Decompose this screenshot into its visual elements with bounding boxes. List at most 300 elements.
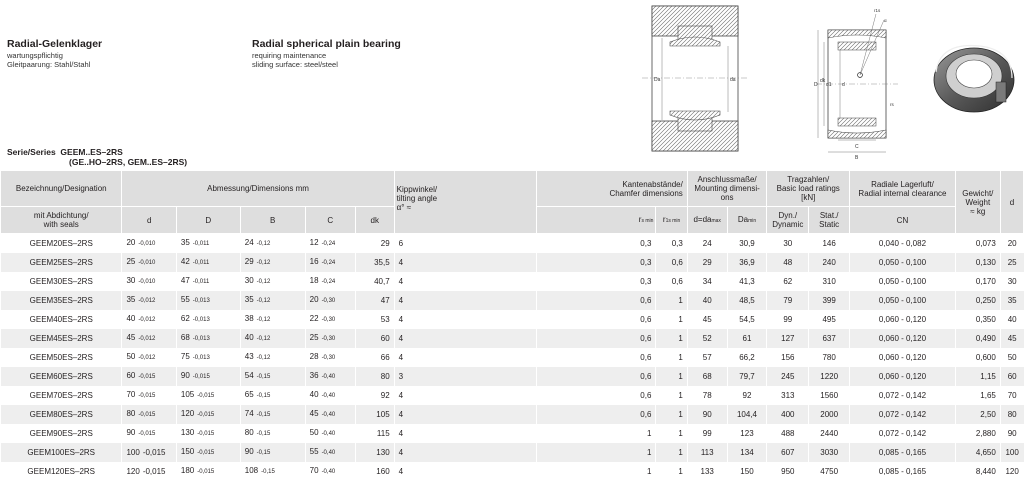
- cell-d-right: 100: [1005, 448, 1018, 457]
- cell-d: [122, 424, 176, 443]
- cell-designation: [1, 348, 122, 367]
- cell-B-value: 24: [245, 238, 254, 247]
- cell-dyn: 79: [783, 296, 792, 305]
- header-col-dada-sub: max: [711, 218, 720, 224]
- cell-designation: GEEM90ES–2RS: [30, 429, 93, 438]
- cell-r1s: 1: [678, 391, 682, 400]
- cell-dyn: [767, 443, 809, 462]
- cell-dk: [355, 367, 394, 386]
- drawing-label-r1s: r1s: [874, 8, 881, 13]
- cell-D-value: 90: [181, 371, 190, 380]
- cell-d-right: [1000, 310, 1023, 329]
- cell-B: [240, 348, 305, 367]
- cell-r1s: [656, 348, 687, 367]
- header-static: [809, 207, 850, 234]
- header-chamfer: [537, 171, 688, 207]
- cell-rs: [537, 291, 656, 310]
- cell-r1s: [656, 405, 687, 424]
- cell-tilt: 6: [399, 239, 403, 248]
- header-clearance: [850, 171, 956, 207]
- header-tilting-angle: [394, 171, 536, 234]
- cell-r1s: [656, 386, 687, 405]
- series-heading: [7, 147, 187, 167]
- header-de-line2: Gleitpaarung: Stahl/Stahl: [7, 60, 102, 69]
- cell-d-right: 45: [1008, 334, 1017, 343]
- cell-weight: 8,440: [976, 467, 996, 476]
- cell-stat: [809, 462, 850, 481]
- cell-weight: [955, 405, 1000, 424]
- cell-weight: 0,170: [976, 277, 996, 286]
- cell-stat: 495: [822, 315, 835, 324]
- cell-dyn: 99: [783, 315, 792, 324]
- cell-da: [687, 310, 727, 329]
- cell-weight: 2,880: [976, 429, 996, 438]
- cell-D-tol: -0,015: [197, 412, 214, 418]
- cell-rs: 1: [647, 448, 651, 457]
- cell-Da: [727, 462, 767, 481]
- header-col-Da: [727, 207, 767, 234]
- cell-dyn: 607: [781, 448, 794, 457]
- cell-d-right: [1000, 329, 1023, 348]
- cell-d-value: 60: [126, 371, 135, 380]
- cell-r1s: 0,6: [672, 277, 683, 286]
- cell-C-value: 12: [310, 238, 319, 247]
- cell-r1s: 1: [678, 429, 682, 438]
- cell-d-right: [1000, 367, 1023, 386]
- cell-B: [240, 443, 305, 462]
- cell-Da: 48,5: [739, 296, 755, 305]
- cell-C-value: 18: [310, 276, 319, 285]
- cell-designation: [1, 424, 122, 443]
- header-col-dada: [687, 207, 727, 234]
- cell-weight: [955, 234, 1000, 254]
- drawing-label-D: D: [814, 82, 818, 88]
- cell-B-value: 54: [245, 371, 254, 380]
- cell-da: [687, 348, 727, 367]
- cell-B: [240, 424, 305, 443]
- header-dyn-2: Dynamic: [769, 220, 806, 229]
- cell-B: [240, 272, 305, 291]
- cell-r1s: 1: [678, 315, 682, 324]
- cell-C-tol: -0,30: [322, 317, 336, 323]
- cell-cn: 0,072 - 0,142: [879, 429, 926, 438]
- cell-weight: [955, 272, 1000, 291]
- cell-d-value: 40: [126, 314, 135, 323]
- cell-B-value: 29: [245, 257, 254, 266]
- cell-stat: [809, 405, 850, 424]
- cell-d-right: [1000, 386, 1023, 405]
- cell-tilt: [394, 253, 536, 272]
- cell-C-value: 50: [310, 428, 319, 437]
- header-mounting: [687, 171, 767, 207]
- cell-designation: [1, 291, 122, 310]
- cell-d-right: 80: [1008, 410, 1017, 419]
- cell-cn: [850, 272, 956, 291]
- cell-B-tol: -0,15: [257, 431, 271, 437]
- cell-stat: [809, 272, 850, 291]
- cell-C-value: 36: [310, 371, 319, 380]
- cell-r1s: 1: [678, 372, 682, 381]
- header-col-rs-main: r: [639, 215, 642, 224]
- cell-tilt: 4: [399, 391, 403, 400]
- cell-cn: [850, 462, 956, 481]
- cell-cn: 0,040 - 0,082: [879, 239, 926, 248]
- cell-dyn: [767, 424, 809, 443]
- cell-rs: [537, 310, 656, 329]
- cell-tilt: [394, 443, 536, 462]
- cell-designation: GEEM80ES–2RS: [30, 410, 93, 419]
- cell-C-value: 40: [310, 390, 319, 399]
- table-row: [1, 405, 1024, 424]
- cell-d-tol: -0,012: [138, 355, 155, 361]
- cell-tilt: 4: [399, 467, 403, 476]
- cell-dk: 35,5: [374, 258, 390, 267]
- header-designation: Bezeichnung/Designation: [1, 171, 122, 207]
- cell-designation: GEEM30ES–2RS: [30, 277, 93, 286]
- cell-d-right: [1000, 424, 1023, 443]
- cell-dyn: [767, 310, 809, 329]
- cell-D: [176, 462, 240, 481]
- header-d-right: d: [1000, 171, 1023, 234]
- cell-rs: 0,6: [640, 353, 651, 362]
- cell-Da: [727, 443, 767, 462]
- cell-dyn: [767, 386, 809, 405]
- cell-C: [305, 405, 355, 424]
- cell-tilt: 4: [399, 429, 403, 438]
- cell-D: [176, 367, 240, 386]
- header-en: [252, 38, 401, 69]
- cell-stat: [809, 253, 850, 272]
- cell-tilt: [394, 234, 536, 254]
- cell-tilt: [394, 291, 536, 310]
- cell-dyn: 127: [781, 334, 794, 343]
- cell-rs: [537, 367, 656, 386]
- header-mounting-2: Mounting dimensi-: [690, 184, 765, 193]
- cell-C-value: 55: [310, 447, 319, 456]
- cell-cn: [850, 367, 956, 386]
- cell-Da: [727, 405, 767, 424]
- cell-rs: 0,3: [640, 239, 651, 248]
- cell-weight: [955, 424, 1000, 443]
- table-row: [1, 424, 1024, 443]
- cell-C: [305, 253, 355, 272]
- cell-D-tol: -0,015: [197, 469, 214, 475]
- cell-dk: [355, 424, 394, 443]
- cell-designation: [1, 386, 122, 405]
- cell-r1s: [656, 424, 687, 443]
- cell-cn: [850, 253, 956, 272]
- cell-d-right: 20: [1008, 239, 1017, 248]
- cell-B-value: 43: [245, 352, 254, 361]
- cell-C-value: 16: [310, 257, 319, 266]
- cell-C-tol: -0,40: [322, 374, 336, 380]
- series-name: GEEM..ES–2RS: [60, 147, 122, 157]
- cell-rs: [537, 386, 656, 405]
- drawing-label-B: B: [855, 155, 859, 160]
- cell-d: [122, 329, 176, 348]
- cell-D: [176, 405, 240, 424]
- cell-d: [122, 443, 176, 462]
- cell-rs: 1: [647, 467, 651, 476]
- header-dynamic: [767, 207, 809, 234]
- cell-rs: 0,3: [640, 277, 651, 286]
- cell-C-value: 25: [310, 333, 319, 342]
- cell-B: [240, 253, 305, 272]
- cell-stat: [809, 291, 850, 310]
- cell-cn: [850, 348, 956, 367]
- cell-tilt: [394, 329, 536, 348]
- cell-r1s: [656, 253, 687, 272]
- cell-designation: GEEM100ES–2RS: [27, 448, 95, 457]
- cell-da: 133: [701, 467, 714, 476]
- cell-tilt: [394, 310, 536, 329]
- cell-dk: 130: [376, 448, 389, 457]
- cell-rs: [537, 329, 656, 348]
- header-en-title: Radial spherical plain bearing: [252, 38, 401, 51]
- cell-B-tol: -0,12: [257, 336, 271, 342]
- cell-weight: [955, 462, 1000, 481]
- cell-da: [687, 424, 727, 443]
- cell-rs: [537, 424, 656, 443]
- drawing-label-alpha: α: [884, 18, 887, 23]
- table-row: [1, 272, 1024, 291]
- cell-stat: 2440: [820, 429, 838, 438]
- cell-cn: [850, 291, 956, 310]
- cell-cn: 0,050 - 0,100: [879, 296, 926, 305]
- cell-designation: [1, 329, 122, 348]
- cell-dyn: [767, 291, 809, 310]
- cell-B-tol: -0,12: [257, 317, 271, 323]
- cell-D: [176, 253, 240, 272]
- table-row: [1, 253, 1024, 272]
- technical-drawings: [640, 2, 1024, 160]
- cell-r1s: 1: [678, 467, 682, 476]
- header-weight: [955, 171, 1000, 234]
- cell-D-value: 75: [181, 352, 190, 361]
- cell-B: [240, 310, 305, 329]
- cell-da: [687, 253, 727, 272]
- cell-dk: 40,7: [374, 277, 390, 286]
- cell-rs: [537, 272, 656, 291]
- cell-tilt: 4: [399, 448, 403, 457]
- housing-section-drawing: [642, 6, 748, 151]
- header-weight-3: ≈ kg: [958, 207, 998, 216]
- cell-designation: GEEM120ES–2RS: [27, 467, 95, 476]
- header-col-Da-main: Da: [738, 215, 748, 224]
- header-weight-2: Weight: [958, 198, 998, 207]
- cell-stat: 4750: [820, 467, 838, 476]
- cell-dk: [355, 234, 394, 254]
- cell-da: 99: [703, 429, 712, 438]
- series-label: Serie/Series: [7, 147, 56, 157]
- cell-tilt: 4: [399, 410, 403, 419]
- cell-d-value: 100: [126, 448, 139, 457]
- drawing-label-Da: Da: [654, 77, 661, 83]
- cell-stat: 637: [822, 334, 835, 343]
- cell-B-value: 38: [245, 314, 254, 323]
- cell-designation: [1, 443, 122, 462]
- cell-d-tol: -0,010: [138, 260, 155, 266]
- cell-da: 57: [703, 353, 712, 362]
- cell-Da: 104,4: [737, 410, 757, 419]
- cell-r1s: [656, 234, 687, 254]
- cell-C-value: 22: [310, 314, 319, 323]
- header-de: [7, 38, 102, 69]
- cell-da: [687, 386, 727, 405]
- cell-Da: 54,5: [739, 315, 755, 324]
- cell-dk: 29: [381, 239, 390, 248]
- cell-d-right: [1000, 253, 1023, 272]
- cell-r1s: [656, 310, 687, 329]
- header-load-1: Tragzahlen/: [769, 175, 847, 184]
- cell-D-tol: -0,013: [193, 355, 210, 361]
- cell-B-value: 40: [245, 333, 254, 342]
- cell-d-tol: -0,012: [138, 317, 155, 323]
- cell-rs: 0,3: [640, 258, 651, 267]
- cell-cn: [850, 234, 956, 254]
- cell-tilt: 4: [399, 315, 403, 324]
- header-col-rs: [537, 207, 656, 234]
- cell-stat: [809, 348, 850, 367]
- cell-D-value: 62: [181, 314, 190, 323]
- cell-dyn: [767, 234, 809, 254]
- cell-rs: [537, 348, 656, 367]
- cell-weight: [955, 386, 1000, 405]
- cell-D: [176, 272, 240, 291]
- cell-dk: 115: [377, 429, 390, 438]
- cell-cn: 0,072 - 0,142: [879, 391, 926, 400]
- table-row: [1, 443, 1024, 462]
- cell-C-tol: -0,24: [322, 260, 336, 266]
- cell-dk: 66: [381, 353, 390, 362]
- cell-designation: GEEM70ES–2RS: [30, 391, 93, 400]
- cell-d-right: [1000, 348, 1023, 367]
- cell-weight: [955, 310, 1000, 329]
- cell-cn: 0,060 - 0,120: [879, 315, 926, 324]
- cell-r1s: 1: [678, 296, 682, 305]
- cell-D-value: 35: [181, 238, 190, 247]
- header-en-line2: sliding surface: steel/steel: [252, 60, 401, 69]
- cell-B: [240, 234, 305, 254]
- cell-stat: 2000: [820, 410, 838, 419]
- cell-da: 78: [703, 391, 712, 400]
- cell-dk: 92: [381, 391, 390, 400]
- cell-stat: [809, 234, 850, 254]
- cell-weight: 1,15: [980, 372, 996, 381]
- cell-D: [176, 443, 240, 462]
- cell-dk: [355, 405, 394, 424]
- cell-da: 90: [703, 410, 712, 419]
- cell-stat: [809, 424, 850, 443]
- cell-weight: [955, 291, 1000, 310]
- cell-designation: GEEM40ES–2RS: [30, 315, 93, 324]
- cell-B: [240, 386, 305, 405]
- cell-d: [122, 462, 176, 481]
- cell-da: [687, 291, 727, 310]
- header-dimensions: Abmessung/Dimensions mm: [122, 171, 394, 207]
- cell-d-right: 25: [1008, 258, 1017, 267]
- cell-dk: 105: [376, 410, 389, 419]
- cell-dyn: 488: [781, 429, 794, 438]
- cell-C: [305, 386, 355, 405]
- cell-C-value: 45: [310, 409, 319, 418]
- cell-d-value: 30: [126, 276, 135, 285]
- cell-cn: [850, 405, 956, 424]
- cell-rs: [537, 234, 656, 254]
- spec-table: [0, 170, 1024, 481]
- cell-B: [240, 462, 305, 481]
- cell-d: [122, 386, 176, 405]
- cell-dk: 60: [381, 334, 390, 343]
- cell-C: [305, 462, 355, 481]
- cell-d-value: 20: [126, 238, 135, 247]
- cell-B-value: 30: [245, 276, 254, 285]
- drawing-label-d: d: [842, 82, 845, 88]
- cell-weight: 0,490: [976, 334, 996, 343]
- cell-designation: [1, 253, 122, 272]
- cell-dyn: [767, 405, 809, 424]
- cell-dyn: 245: [781, 372, 794, 381]
- cell-d: [122, 405, 176, 424]
- cell-d-value: 35: [126, 295, 135, 304]
- cell-D-tol: -0,015: [197, 431, 214, 437]
- cell-C: [305, 443, 355, 462]
- cell-da: 29: [703, 258, 712, 267]
- cell-d-right: 90: [1008, 429, 1017, 438]
- cell-dk: 160: [376, 467, 389, 476]
- cell-d: [122, 291, 176, 310]
- cell-tilt: 4: [399, 258, 403, 267]
- cell-dyn: 62: [783, 277, 792, 286]
- cell-C-tol: -0,40: [322, 469, 336, 475]
- cell-weight: 1,65: [980, 391, 996, 400]
- cell-da: [687, 405, 727, 424]
- table-row: [1, 329, 1024, 348]
- cell-C-tol: -0,40: [322, 450, 336, 456]
- cell-Da: [727, 424, 767, 443]
- cell-C-value: 28: [310, 352, 319, 361]
- cell-tilt: 3: [399, 372, 403, 381]
- cell-C-tol: -0,40: [322, 393, 336, 399]
- cell-C-value: 70: [310, 466, 319, 475]
- cell-da: 68: [703, 372, 712, 381]
- cell-d-value: 90: [126, 428, 135, 437]
- cell-C-tol: -0,24: [322, 279, 336, 285]
- cell-cn: 0,072 - 0,142: [879, 410, 926, 419]
- cell-d-right: [1000, 234, 1023, 254]
- cell-dk: [355, 462, 394, 481]
- cell-d-right: [1000, 462, 1023, 481]
- cell-da: [687, 234, 727, 254]
- cell-r1s: [656, 367, 687, 386]
- cell-stat: [809, 443, 850, 462]
- table-row: [1, 234, 1024, 254]
- table-row: [1, 291, 1024, 310]
- cell-B: [240, 329, 305, 348]
- cell-d-right: [1000, 291, 1023, 310]
- cell-B-tol: -0,12: [257, 298, 271, 304]
- cell-d-tol: -0,010: [138, 279, 155, 285]
- header-weight-1: Gewicht/: [958, 189, 998, 198]
- cell-da: 34: [703, 277, 712, 286]
- cell-designation: GEEM45ES–2RS: [30, 334, 93, 343]
- cell-r1s: 1: [678, 353, 682, 362]
- cell-rs: 0,6: [640, 391, 651, 400]
- cell-r1s: [656, 443, 687, 462]
- cell-D-tol: -0,015: [193, 374, 210, 380]
- cell-stat: 780: [822, 353, 835, 362]
- cell-designation: [1, 272, 122, 291]
